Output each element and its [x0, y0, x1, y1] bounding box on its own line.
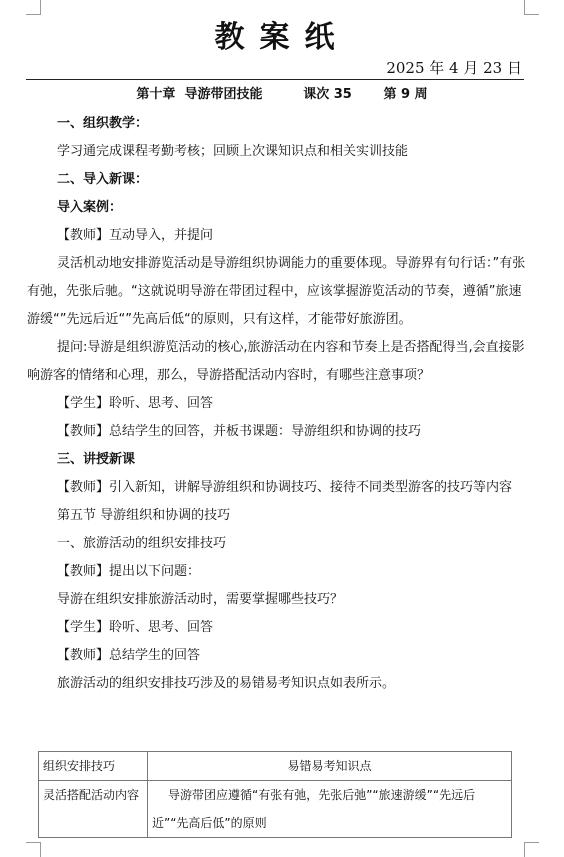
paragraph: 【教师】互动导入，并提问	[57, 228, 214, 243]
paragraph: 导游在组织安排旅游活动时，需要掌握哪些技巧？	[57, 592, 344, 607]
paragraph: 灵活机动地安排游览活动是导游组织协调能力的重要体现。导游界有句行话：”有张有弛，先张后驰。“这就说明导游在带团过程中，应该掌握游览活动的节奏，遵循”旅速游缓“”先远后近“”先高后低“的原则，只有这样，才能带好旅游团。	[27, 256, 526, 327]
lesson-body	[27, 110, 533, 698]
paragraph: 提问:导游是组织游览活动的核心,旅游活动在内容和节奏上是否搭配得当,会直接影响游客的情绪和心理，那么，导游搭配活动内容时，有哪些注意事项？	[27, 340, 525, 383]
page-corner-mark	[524, 842, 539, 857]
paragraph: 【教师】总结学生的回答，并板书课题：导游组织和协调的技巧	[57, 424, 422, 439]
paragraph: 【教师】提出以下问题：	[57, 564, 201, 579]
document-date: 2025 年 4 月 23 日	[386, 59, 522, 77]
paragraph: 一、组织教学：	[57, 116, 149, 131]
table-row	[39, 781, 512, 838]
lesson-header: 第十章 导游带团技能 课次 35 第 9 周	[136, 87, 428, 102]
paragraph: 旅游活动的组织安排技巧涉及的易错易考知识点如表所示。	[57, 676, 396, 691]
page-corner-mark	[26, 842, 41, 857]
paragraph: 学习通完成课程考勤考核；回顾上次课知识点和相关实训技能	[57, 144, 409, 159]
document-title: 教案纸	[214, 20, 350, 55]
knowledge-table	[38, 751, 512, 838]
table-header-cell: 易错易考知识点	[148, 752, 512, 781]
page-corner-mark	[26, 0, 41, 15]
table-header-cell: 组织安排技巧	[39, 752, 148, 781]
table-header-row	[39, 752, 512, 781]
title-divider	[26, 79, 524, 80]
paragraph: 【学生】聆听、思考、回答	[57, 396, 214, 411]
paragraph: 第五节 导游组织和协调的技巧	[57, 508, 231, 523]
paragraph: 导入案例：	[57, 200, 123, 215]
table-cell: 导游带团应遵循“有张有弛，先张后弛”“旅速游缓”“先远后近”“先高后低”的原则	[148, 781, 512, 838]
paragraph: 二、导入新课：	[57, 172, 149, 187]
page-corner-mark	[524, 0, 539, 15]
paragraph: 【学生】聆听、思考、回答	[57, 620, 214, 635]
paragraph: 【教师】总结学生的回答	[57, 648, 201, 663]
paragraph: 一、旅游活动的组织安排技巧	[57, 536, 227, 551]
table-cell: 灵活搭配活动内容	[39, 781, 148, 838]
paragraph: 【教师】引入新知，讲解导游组织和协调技巧、接待不同类型游客的技巧等内容	[57, 480, 513, 495]
paragraph: 三、讲授新课	[57, 452, 136, 467]
